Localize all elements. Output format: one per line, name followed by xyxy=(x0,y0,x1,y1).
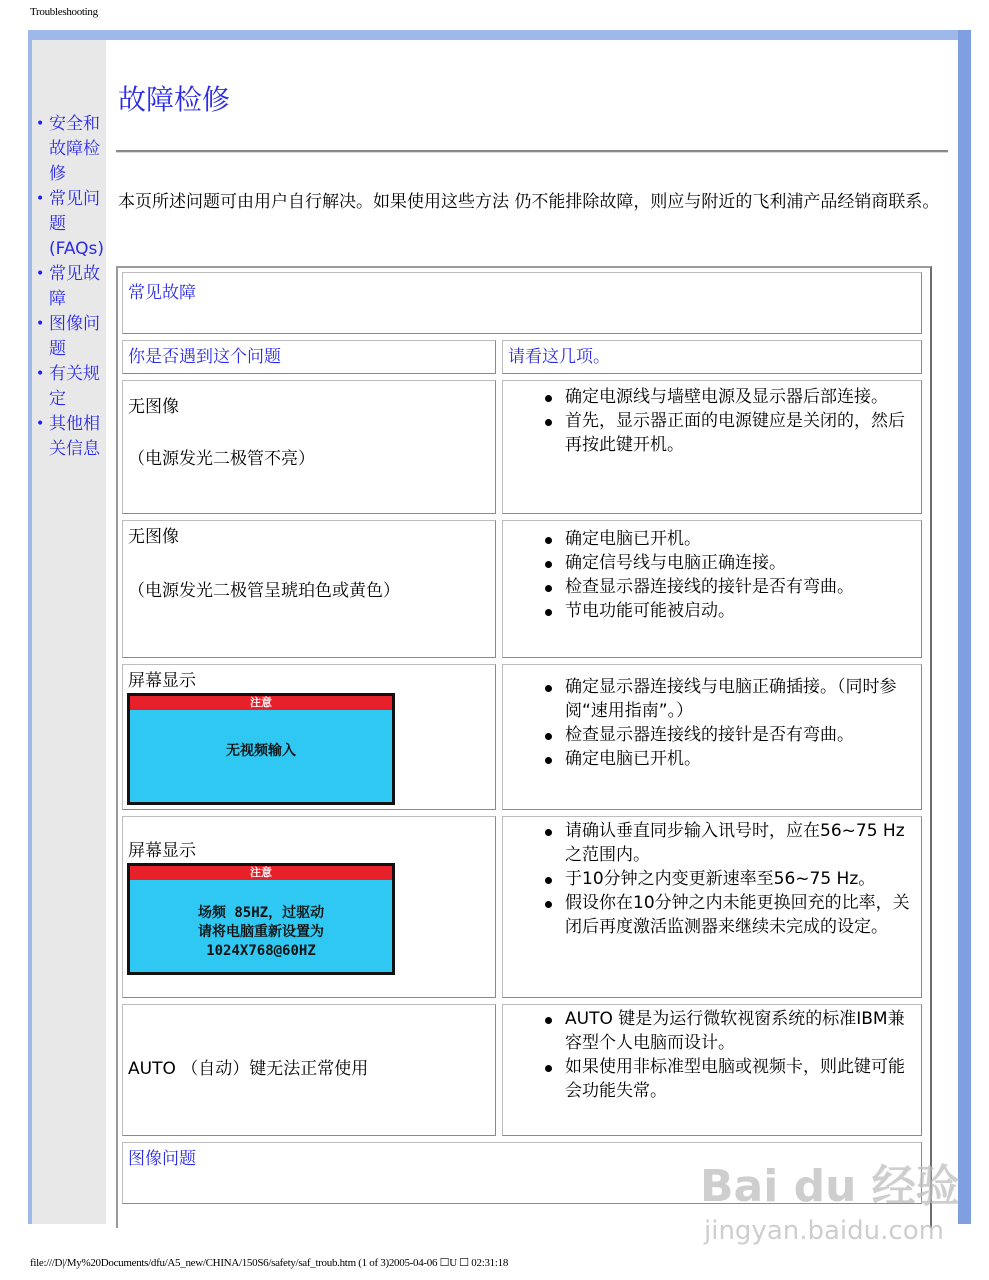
nav-link-faqs[interactable]: 常见问题(FAQs) xyxy=(49,189,105,259)
nav-item-image-problems xyxy=(32,312,107,362)
osd-message-line: 1024X768@60HZ xyxy=(206,943,316,959)
watermark xyxy=(700,1130,960,1270)
column-header-fix-label: 请看这几项。 xyxy=(508,347,610,367)
fix-list xyxy=(541,675,913,771)
intro-text: 本页所述问题可由用户自行解决。如果使用这些方法 仍不能排除故障，则应与附近的飞利浦产品经销商联系。 xyxy=(118,192,940,212)
problem-label: 屏幕显示 xyxy=(128,671,196,691)
problem-note: （电源发光二极管不亮） xyxy=(128,449,315,469)
fix-list xyxy=(541,527,913,623)
problem-label: 无图像 xyxy=(128,397,179,417)
list-item: 确定电脑已开机。 xyxy=(541,527,913,551)
watermark-brand: Bai du 经验 xyxy=(700,1161,960,1212)
list-item: AUTO 键是为运行微软视窗系统的标准IBM兼容型个人电脑而设计。 xyxy=(541,1007,913,1055)
fix-list xyxy=(541,385,913,457)
osd-message-line: 请将电脑重新设置为 xyxy=(198,924,324,940)
list-item: 检查显示器连接线的接针是否有弯曲。 xyxy=(541,723,913,747)
nav-item-common-faults xyxy=(32,262,107,312)
table-row-fixes xyxy=(502,816,922,998)
list-item: 首先，显示器正面的电源键应是关闭的，然后再按此键开机。 xyxy=(541,409,913,457)
bullet-icon: • xyxy=(36,316,45,332)
table-row-fixes xyxy=(502,380,922,514)
problem-label: 无图像 xyxy=(128,527,179,547)
page-title: 故障检修 xyxy=(118,83,231,116)
table-row-fixes xyxy=(502,520,922,658)
table-row-problem xyxy=(122,520,496,658)
problem-label: AUTO （自动）键无法正常使用 xyxy=(128,1059,369,1079)
nav-item-safety xyxy=(32,112,107,187)
column-header-problem xyxy=(122,340,496,374)
nav-link-regulations[interactable]: 有关规定 xyxy=(49,364,100,409)
sidebar-nav xyxy=(32,40,106,1224)
column-header-problem-label: 你是否遇到这个问题 xyxy=(128,347,281,367)
column-header-fix xyxy=(502,340,922,374)
nav-link-image-problems[interactable]: 图像问题 xyxy=(49,314,100,359)
problem-note: （电源发光二极管呈琥珀色或黄色） xyxy=(128,581,400,601)
osd-screen-overdrive xyxy=(127,863,395,975)
main-content xyxy=(106,40,958,1224)
nav-list xyxy=(32,112,107,462)
print-header: Troubleshooting xyxy=(30,6,98,18)
bullet-icon: • xyxy=(36,116,45,132)
problem-label: 屏幕显示 xyxy=(128,841,196,861)
table-row-problem xyxy=(122,1004,496,1136)
bullet-icon: • xyxy=(36,366,45,382)
osd-title-bar: 注意 xyxy=(130,696,392,710)
list-item: 节电功能可能被启动。 xyxy=(541,599,913,623)
table-row-fixes xyxy=(502,1004,922,1136)
watermark-url: jingyan.baidu.com xyxy=(704,1216,944,1246)
list-item: 确定信号线与电脑正确连接。 xyxy=(541,551,913,575)
bullet-icon: • xyxy=(36,191,45,207)
troubleshooting-table xyxy=(116,266,932,1228)
table-row-problem xyxy=(122,664,496,810)
section-header-common xyxy=(122,272,922,334)
nav-item-faqs xyxy=(32,187,107,262)
list-item: 假设你在10分钟之内未能更换回充的比率，关闭后再度激活监测器来继续未完成的设定。 xyxy=(541,891,913,939)
nav-item-regulations xyxy=(32,362,107,412)
section-title-image: 图像问题 xyxy=(128,1149,196,1169)
osd-message: 无视频输入 xyxy=(226,743,296,759)
list-item: 于10分钟之内变更新速率至56~75 Hz。 xyxy=(541,867,913,891)
table-row-problem xyxy=(122,816,496,998)
list-item: 确定电脑已开机。 xyxy=(541,747,913,771)
table-row-fixes xyxy=(502,664,922,810)
nav-link-common-faults[interactable]: 常见故障 xyxy=(49,264,100,309)
title-divider xyxy=(116,150,948,153)
nav-item-other-info xyxy=(32,412,107,462)
osd-screen-no-signal xyxy=(127,693,395,805)
frame-scroll-edge xyxy=(958,30,971,1224)
bullet-icon: • xyxy=(36,416,45,432)
list-item: 检查显示器连接线的接针是否有弯曲。 xyxy=(541,575,913,599)
list-item: 确定电源线与墙壁电源及显示器后部连接。 xyxy=(541,385,913,409)
osd-message-line: 场频 85HZ，过驱动 xyxy=(197,905,325,921)
list-item: 请确认垂直同步输入讯号时，应在56~75 Hz之范围内。 xyxy=(541,819,913,867)
list-item: 确定显示器连接线与电脑正确插接。（同时参阅“速用指南”。） xyxy=(541,675,913,723)
table-row-problem xyxy=(122,380,496,514)
list-item: 如果使用非标准型电脑或视频卡，则此键可能会功能失常。 xyxy=(541,1055,913,1103)
fix-list xyxy=(541,819,913,939)
section-title-common: 常见故障 xyxy=(128,283,196,303)
bullet-icon: • xyxy=(36,266,45,282)
osd-title-bar: 注意 xyxy=(130,866,392,880)
print-footer: file:///D|/My%20Documents/dfu/A5_new/CHINA/150S6/safety/saf_troub.htm (1 of 3)2005-04-06 ☐U ☐ 02:31:18 xyxy=(30,1257,509,1269)
nav-link-other-info[interactable]: 其他相关信息 xyxy=(49,414,100,459)
nav-link-safety[interactable]: 安全和故障检修 xyxy=(49,114,100,184)
fix-list xyxy=(541,1007,913,1103)
